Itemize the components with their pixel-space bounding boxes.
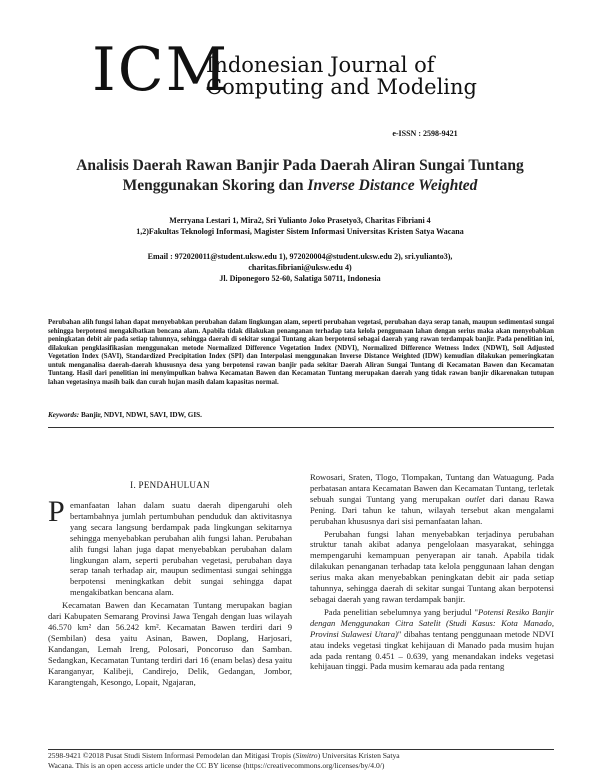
- journal-name: [206, 54, 477, 98]
- contact-block: [40, 251, 560, 284]
- drop-cap: P: [48, 495, 65, 528]
- address: Jl. Diponegoro 52-60, Salatiga 50711, Indonesia: [219, 274, 381, 283]
- title-italic: Inverse Distance Weighted: [307, 177, 478, 194]
- intro-paragraph-1: emanfaatan lahan dalam suatu daerah dipengaruhi oleh bertambahnya jumlah pertumbuhan penduduk dan aktivitasnya yang secara langsung berdampak pada lingkungan sekitarnya sehingga menyebabkan perubahan alih fungsi lahan. Perubahan alih fungsi lahan juga dapat menyebabkan perubahan dalam lingkungan alam, seperti perubahan vegetasi, perubahan daya serap tanah terhadap air, maupun sedimentasi sungai sehingga berpotensi meningkatkan debit sungai sehingga dapat mengakibatkan bencana alam.: [70, 500, 292, 598]
- eissn: e-ISSN : 2598-9421: [392, 129, 458, 138]
- keywords: [48, 411, 554, 419]
- keywords-label: Keywords:: [48, 411, 80, 419]
- title-main: Analisis Daerah Rawan Banjir Pada Daerah Aliran Sungai Tuntang Menggunakan Skoring dan: [76, 157, 524, 194]
- right-paragraph-2: Perubahan fungsi lahan menyebabkan terjadinya perubahan struktur tanah akibat adanya pengelolaan masyarakat, sehingga mempengaruhi kemampuan penyerapan air tanah. Apabila tidak dilakukan penanganan terhadap tata kelola penggunaan lahan dengan serius maka akan menyebabkan peningkatan debit air pada setiap tahunnya, sehingga daerah di sekitar sungai Tuntang akan berpotensi sebagai daerah yang rawan terdampak banjir.: [310, 528, 554, 604]
- paper-title: [40, 156, 560, 196]
- author-block: [40, 215, 560, 237]
- cited-title: Potensi Resiko Banjir dengan Menggunakan Citra Satelit (Studi Kasus: Kota Manado, Provinsi Sulawesi Utara): [310, 606, 554, 639]
- footer: [48, 751, 558, 771]
- right-column: [310, 472, 554, 674]
- left-column: [48, 500, 292, 689]
- affiliation: 1,2)Fakultas Teknologi Informasi, Magister Sistem Informasi Universitas Kristen Satya Wacana: [136, 227, 464, 236]
- intro-paragraph-2: Kecamatan Bawen dan Kecamatan Tuntang merupakan bagian dari Kabupaten Semarang Provinsi Jawa Tengah dengan luas wilayah 46.570 km² dan 56.242 km². Kecamatan Bawen terdiri dari 9 (Sembilan) desa yaitu Asinan, Bawen, Doplang, Harjosari, Kandangan, Lemah Ireng, Polosari, Poncoruso dan Samban. Sedangkan, Kecamatan Tuntang terdiri dari 16 (enam belas) desa yaitu Karanganyar, Kalibeji, Candirejo, Delik, Gedangan, Jombor, Karangtengah, Kesongo, Lopait, Ngajaran,: [48, 600, 292, 687]
- section-heading: I. PENDAHULUAN: [130, 480, 210, 490]
- email-line-1[interactable]: Email : 972020011@student.uksw.edu 1), 972020004@student.uksw.edu 2), sri.yulianto3),: [147, 252, 453, 261]
- outlet-italic: outlet: [465, 493, 485, 504]
- author-list: Merryana Lestari 1, Mira2, Sri Yulianto Joko Prasetyo3, Charitas Fibriani 4: [169, 216, 431, 225]
- footer-line-2[interactable]: Wacana. This is an open access article under the CC BY license (https://creativecommons.org/licenses/by/4.0/): [48, 761, 385, 770]
- simitro-italic: Simitro: [295, 751, 318, 760]
- email-line-2[interactable]: charitas.fibriani@uksw.edu 4): [248, 263, 352, 272]
- journal-name-line1: Indonesian Journal of: [206, 53, 435, 77]
- footer-divider: [48, 749, 554, 750]
- divider: [48, 427, 554, 428]
- footer-line-1: 2598-9421 ©2018 Pusat Studi Sistem Informasi Pemodelan dan Mitigasi Tropis (Simitro) Universitas Kristen Satya: [48, 751, 400, 760]
- journal-name-line2: Computing and Modeling: [206, 75, 477, 99]
- abstract: Perubahan alih fungsi lahan dapat menyebabkan perubahan dalam lingkungan alam, seperti perubahan vegetasi, perubahan daya serap tanah, maupun sedimentasi sungai sehingga berpotensi mengakibatkan bencana alam. Apabila tidak dilakukan penanganan terhadap tata kelola penggunaan lahan dengan serius maka akan menyebabkan peningkatan debit air pada setiap tahunnya, sehingga daerah di sekitar sungai Tuntang akan berpotensi sebagai daerah yang rawan terdampak banjir. Pada penelitian ini, dilakukan pengklasifikasian menggunakan metode Normalized Difference Vegetation Index (NDVI), Normalized Difference Wetness Index (NDWI), Soil Adjusted Vegetation Index (SAVI), Standardized Precipitation Index (SPI) dan Interpolasi menggunakan Inverse Distance Weighted (IDW) kemudian dilakukan pemeringkatan untuk menganalisa daerah-daerah khususnya desa yang berpotensi rawan banjir pada sekitar Daerah Aliran Sungai Tuntang di Kecamatan Bawen dan Kecamatan Tuntang. Hasil dari penelitian ini menyimpulkan bahwa Kecamatan Bawen dan Kecamatan Tuntang merupakan daerah yang tidak rawan banjir dikarenakan tutupan lahan vegetasinya masih baik dan curah hujan masih dalam kapasitas normal.: [48, 319, 554, 386]
- right-paragraph-3: Pada penelitian sebelumnya yang berjudul "Potensi Resiko Banjir dengan Menggunakan Citra Satelit (Studi Kasus: Kota Manado, Provinsi Sulawesi Utara)" dibahas tentang penggunaan metode NDVI atau indeks vegetasi tingkat kehijauan di Manado pada musim hujan ada pada rentang 0.451 – 0.639, yang menandakan indeks vegetasi kehijauan tinggi. Pada musim kemarau ada pada rentang: [310, 606, 554, 672]
- journal-logo-mark: ICM: [92, 35, 230, 105]
- keywords-text: Banjir, NDVI, NDWI, SAVI, IDW, GIS.: [79, 411, 202, 419]
- right-paragraph-1: Rowosari, Sraten, Tlogo, Tlompakan, Tuntang dan Watuagung. Pada perbatasan antara Kecamatan Bawen dan Kecamatan Tuntang, terletak sebuah sungai Tuntang yang merupakan outlet dari danau Rawa Pening. Dari tahun ke tahun, wilayah tersebut akan mengalami perubahan khususnya dari sisi pemanfaatan lahan.: [310, 472, 554, 526]
